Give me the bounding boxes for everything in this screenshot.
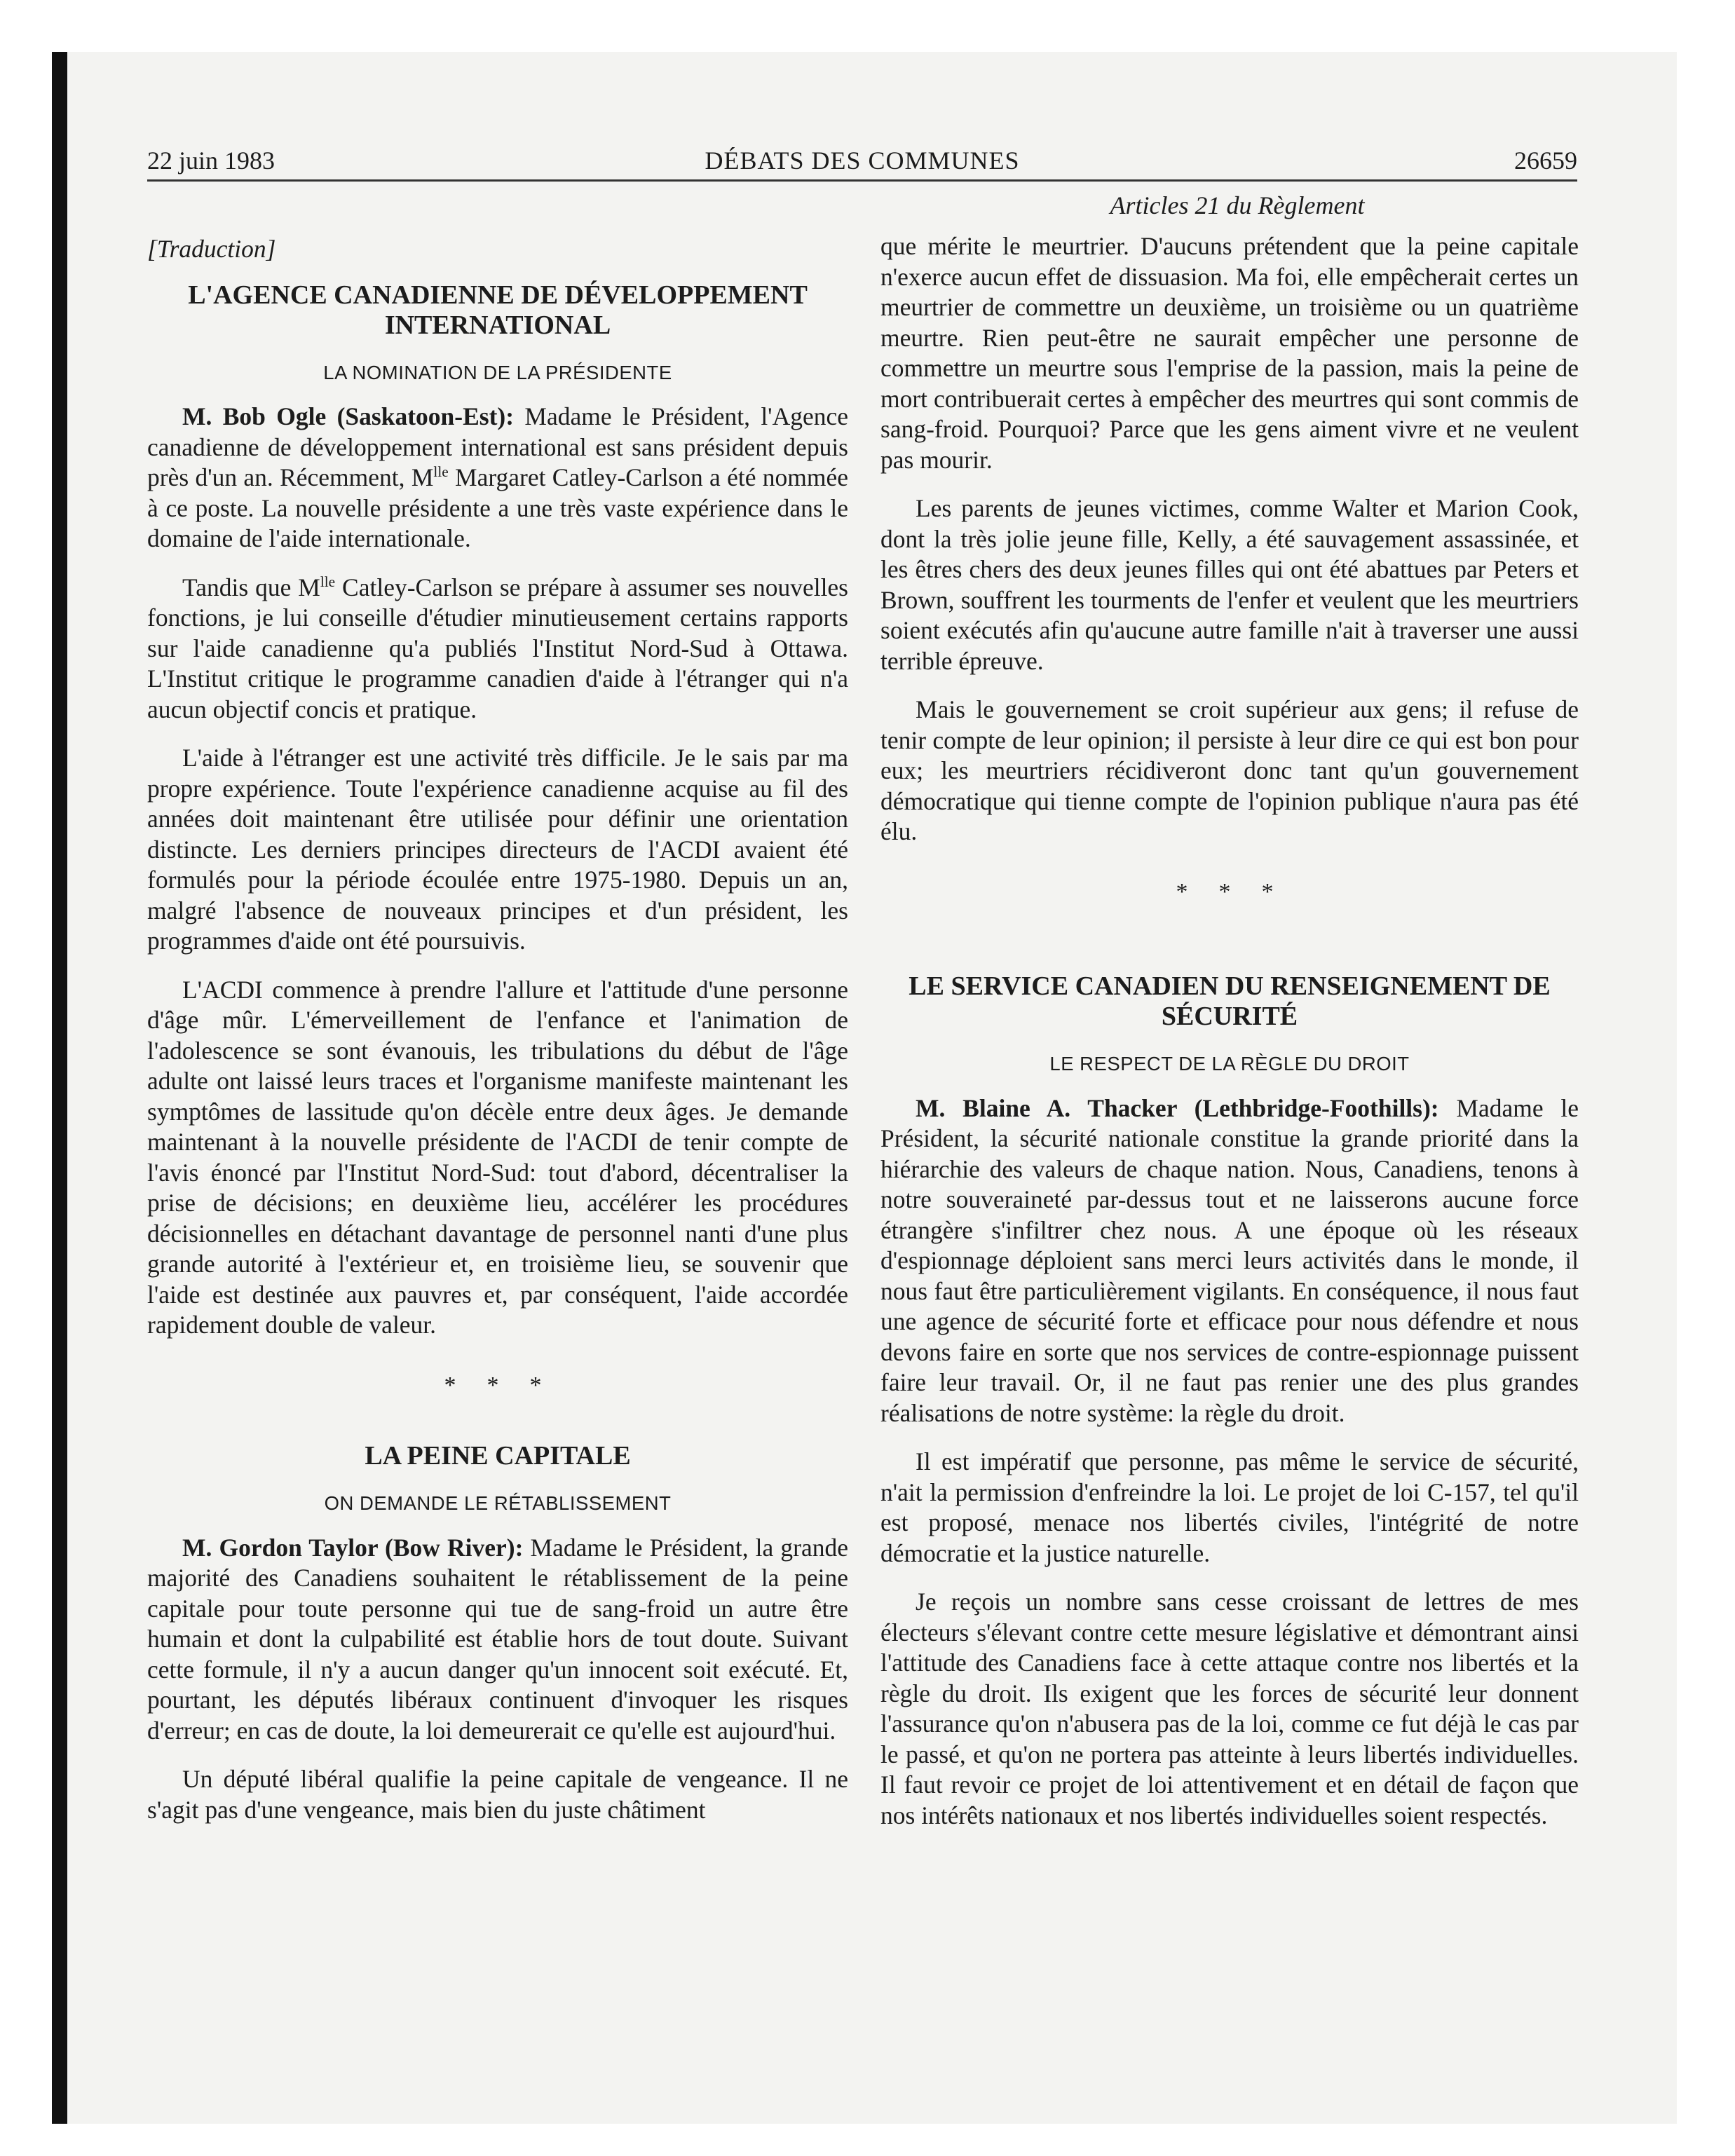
section-title-peine-capitale: LA PEINE CAPITALE [365,1441,631,1471]
section-subtitle-nomination: LA NOMINATION DE LA PRÉSIDENTE [323,361,672,383]
section-title-acdi: L'AGENCE CANADIENNE DE DÉVELOPPEMENT INTERNATIONAL [188,280,808,340]
page-header [147,140,1577,182]
paragraph: Il est impératif que personne, pas même le service de sécurité, n'ait la permission d'enfreindre la loi. Le projet de loi C-157, tel qu'il est proposé, menace nos libertés civiles, l'intégrité de notre démocratie et la justice naturelle. [880,1447,1579,1567]
paragraph: Les parents de jeunes victimes, comme Walter et Marion Cook, dont la très jolie jeune fille, Kelly, a été sauvagement assassinée, et les êtres chers des deux jeunes filles qui ont été abattues par Peters et Brown, souffrent les tourments de l'enfer et veulent que les meurtriers soient exécutés afin qu'aucune autre famille n'ait à traverser une aussi terrible épreuve. [880,494,1579,675]
speaker-name: M. Bob Ogle (Saskatoon-Est): [182,402,515,430]
scan-edge [52,52,67,2124]
translation-note: [Traduction] [147,235,276,263]
paragraph: M. Bob Ogle (Saskatoon-Est): Madame le Président, l'Agence canadienne de développement international est sans président depuis près d'un an. Récemment, $M^{lle}$ Margaret Catley-Carlson a été nommée à ce poste. La nouvelle présidente a une très vaste expérience dans le domaine de l'aide internationale. [147,402,849,552]
page-number: 26659 [1514,146,1577,175]
speaker-name: M. Gordon Taylor (Bow River): [182,1533,524,1562]
paragraph: Je reçois un nombre sans cesse croissant de lettres de mes électeurs s'élevant contre cette mesure législative et démontrant ainsi l'attitude des Canadiens face à cette attaque contre nos libertés et la règle du droit. Ils exigent que les forces de sécurité leur donnent l'assurance qu'on n'abusera pas de la loi, comme ce fut déjà le cas par le passé, et qu'on ne portera pas atteinte à leurs libertés individuelles. Il faut revoir ce projet de loi attentivement et en détail de façon que nos intérêts nationaux et nos libertés individuelles soient respectés. [880,1588,1579,1829]
section-separator: *** [1176,878,1305,905]
paragraph: L'ACDI commence à prendre l'allure et l'attitude d'une personne d'âge mûr. L'émerveillement de l'enfance et l'animation de l'adolescence se sont évanouis, les tribulations du début de l'âge adulte ont laissé leurs traces et l'organisme manifeste maintenant les symptômes de lassitude qu'on décèle entre deux âges. Je demande maintenant à la nouvelle présidente de l'ACDI de tenir compte de l'avis énoncé par l'Institut Nord-Sud: tout d'abord, décentraliser la prise de décisions; en deuxième lieu, accélérer les procédures décisionnelles en détachant davantage de personnel nanti d'une plus grande autorité à l'extérieur et, en troisième lieu, se souvenir que l'aide est destinée aux pauvres et, par conséquent, l'aide accordée rapidement double de valeur. [147,975,848,1339]
section-separator: *** [444,1372,573,1398]
paragraph: Un député libéral qualifie la peine capitale de vengeance. Il ne s'agit pas d'une vengeance, mais bien du juste châtiment [147,1765,848,1824]
paragraph: M. Blaine A. Thacker (Lethbridge-Foothills): Madame le Président, la sécurité nationale constitue la grande priorité dans la hiérarchie des valeurs de chaque nation. Nous, Canadiens, tenons à notre souveraineté par-dessus tout et ne laisserons aucune force étrangère s'infiltrer chez nous. A une époque où les réseaux d'espionnage déploient sans merci leurs activités dans le monde, il nous faut être particulièrement vigilants. En conséquence, il nous faut une agence de sécurité forte et efficace pour nous défendre et nous devons faire en sorte que nos services de contre-espionnage puissent faire leur travail. Or, il ne faut pas renier une des plus grandes réalisations de notre système: la règle du droit. [880,1093,1579,1427]
paragraph: M. Gordon Taylor (Bow River): Madame le Président, la grande majorité des Canadiens souhaitent le rétablissement de la peine capitale pour toute personne qui tue de sang-froid un autre être humain et dont la culpabilité est établie hors de tout doute. Suivant cette formule, il n'y a aucun danger qu'un innocent soit exécuté. Et, pourtant, les députés libéraux continuent d'invoquer les risques d'erreur; en cas de doute, la loi demeurerait ce qu'elle est aujourd'hui. [147,1533,848,1745]
paragraph: Tandis que $M^{lle}$ Catley-Carlson se prépare à assumer ses nouvelles fonctions, je lui conseille d'étudier minutieusement certains rapports sur l'aide canadienne qu'a publiés l'Institut Nord-Sud à Ottawa. L'Institut critique le programme canadien d'aide à l'étranger qui n'a aucun objectif concis et pratique. [147,573,848,723]
section-subtitle-retablissement: ON DEMANDE LE RÉTABLISSEMENT [324,1492,672,1514]
section-subtitle-regle-du-droit: LE RESPECT DE LA RÈGLE DU DROIT [1049,1053,1410,1074]
left-column [147,224,848,1843]
header-title: DÉBATS DES COMMUNES [705,146,1020,175]
paragraph: Mais le gouvernement se croit supérieur aux gens; il refuse de tenir compte de leur opinion; il persiste à leur dire ce qui est bon pour eux; les meurtriers récidiveront donc tant qu'un gouvernement démocratique qui tienne compte de l'opinion publique n'aura pas été élu. [880,695,1579,845]
header-date: 22 juin 1983 [147,146,275,175]
right-column [880,231,1579,1849]
paragraph: que mérite le meurtrier. D'aucuns prétendent que la peine capitale n'exerce aucun effet de dissuasion. Ma foi, elle empêcherait certes un meurtrier de commettre un deuxième, un troisième ou un quatrième meurtre. Rien peut-être ne saurait empêcher une personne de commettre un meurtre sous l'emprise de la passion, mais la peine de mort contribuerait certes à empêcher des meurtres qui sont commis de sang-froid. Pourquoi? Parce que les gens aiment vivre et ne veulent pas mourir. [880,232,1579,474]
speaker-name: M. Blaine A. Thacker (Lethbridge-Foothills): [916,1093,1439,1122]
section-title-securite: LE SERVICE CANADIEN DU RENSEIGNEMENT DE SÉCURITÉ [909,971,1551,1031]
paragraph: L'aide à l'étranger est une activité très difficile. Je le sais par ma propre expérience. Toute l'expérience canadienne acquise au fil des années doit maintenant être utilisée pour définir une orientation distincte. Les derniers principes directeurs de l'ACDI avaient été formulés pour la période écoulée entre 1975-1980. Depuis un an, malgré l'absence de nouveaux principes et d'un président, les programmes d'aide ont été poursuivis. [147,744,848,955]
section-subheader: Articles 21 du Règlement [1110,191,1365,219]
